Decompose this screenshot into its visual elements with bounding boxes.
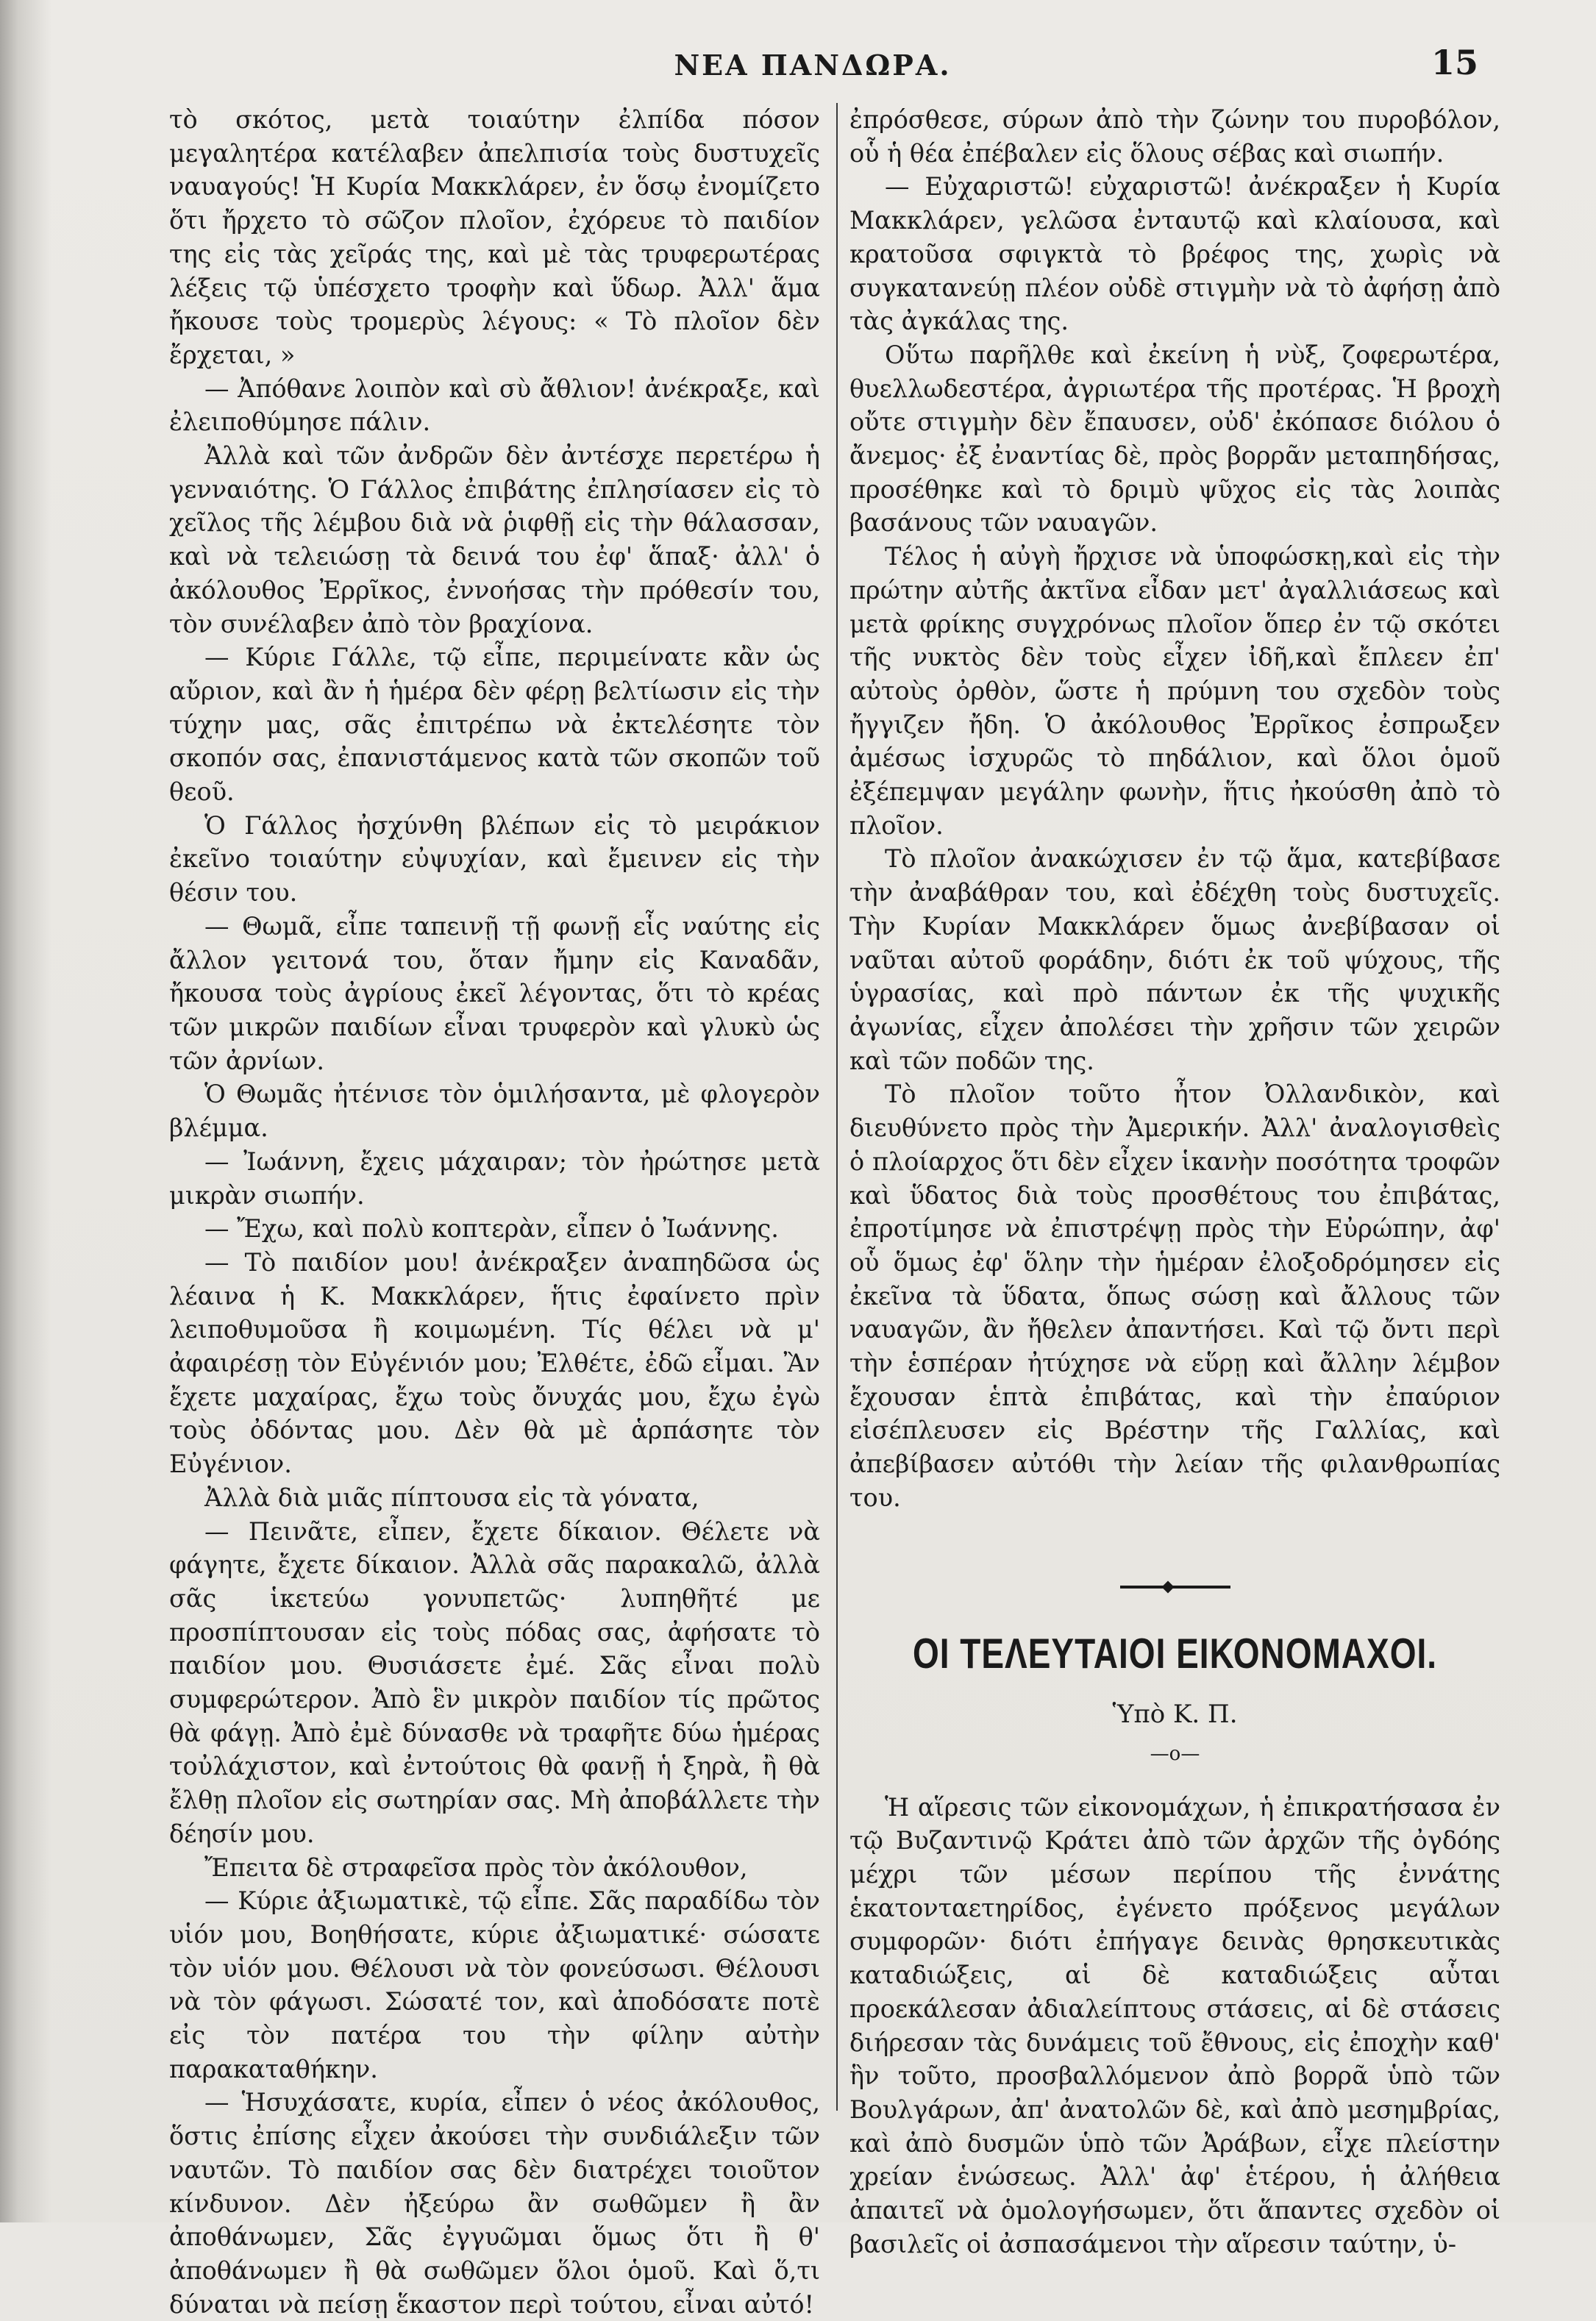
paragraph: — Ἀπόθανε λοιπὸν καὶ σὺ ἄθλιον! ἀνέκραξε, καὶ ἐλειποθύμησε πάλιν. [169,374,820,437]
paragraph: τὸ σκότος, μετὰ τοιαύτην ἐλπίδα πόσον μεγαλητέρα κατέλαβεν ἀπελπισία τοὺς δυστυχεῖς ναυαγούς! Ἡ Κυρία Μακκλάρεν, ἐν ὅσῳ ἐνομίζετο ὅτι ἤρχετο τὸ σῶζον πλοῖον, ἐχόρευε τὸ παιδίον της εἰς τὰς χεῖράς της, καὶ μὲ τὰς τρυφερωτέρας λέξεις τῷ ὑπέσχετο τροφὴν καὶ ὕδωρ. Ἀλλ' ἅμα ἤκουσε τοὺς τρομερὺς λέγους: « Τὸ πλοῖον δὲν ἔρχεται, » [169,105,820,369]
paragraph: Τέλος ἡ αὐγὴ ἤρχισε νὰ ὑποφώσκῃ,καὶ εἰς τὴν πρώτην αὐτῆς ἀκτῖνα εἶδαν μετ' ἀγαλλιάσεως καὶ μετὰ φρίκης συγχρόνως πλοῖον ὅπερ ἐν τῷ σκότει τῆς νυκτὸς δὲν τοὺς εἶχεν ἰδῆ,καὶ ἔπλεεν ἐπ' αὐτοὺς ὀρθὸν, ὥστε ἡ πρύμνη του σχεδὸν τοὺς ἤγγιζεν ἤδη. Ὁ ἀκόλουθος Ἐρρῖκος ἐσπρωξεν ἀμέσως ἰσχυρῶς τὸ πηδάλιον, καὶ ὅλοι ὁμοῦ ἐξέπεμψαν μεγάλην φωνὴν, ἥτις ἠκούσθη ἀπὸ τὸ πλοῖον. [849,542,1500,840]
paragraph: — Ἡσυχάσατε, κυρία, εἶπεν ὁ νέος ἀκόλουθος, ὅστις ἐπίσης εἶχεν ἀκούσει τὴν συνδιάλεξιν τῶν ναυτῶν. Τὸ παιδίον σας δὲν διατρέχει τοιοῦτον κίνδυνον. Δὲν ἠξεύρω ἂν σωθῶμεν ἢ ἂν ἀποθάνωμεν, Σᾶς ἐγγυῶμαι ὅμως ὅτι ἢ θ' ἀποθάνωμεν ἢ θὰ σωθῶμεν ὅλοι ὁμοῦ. Καὶ ὅ,τι δύναται νὰ πείσῃ ἕκαστον περὶ τούτου, εἶναι αὐτό! [169,2088,820,2319]
paragraph: Τὸ πλοῖον τοῦτο ἦτον Ὀλλανδικὸν, καὶ διευθύνετο πρὸς τὴν Ἀμερικήν. Ἀλλ' ἀναλογισθεὶς ὁ πλοίαρχος ὅτι δὲν εἶχεν ἱκανὴν ποσότητα τροφῶν καὶ ὕδατος διὰ τοὺς προσθέτους του ἐπιβάτας, ἐπροτίμησε νὰ ἐπιστρέψῃ πρὸς τὴν Εὐρώπην, ἀφ' οὗ ὅμως ἐφ' ὅλην τὴν ἡμέραν ἐλοξοδρόμησεν εἰς ἐκεῖνα τὰ ὕδατα, ὅπως σώσῃ καὶ ἄλλους τῶν ναυαγῶν, ἂν ἤθελεν ἀπαντήσει. Καὶ τῷ ὄντι περὶ τὴν ἑσπέραν ἠτύχησε νὰ εὕρῃ καὶ ἄλλην λέμβον ἔχουσαν ἑπτὰ ἐπιβάτας, καὶ τὴν ἐπαύριον εἰσέπλευσεν εἰς Βρέστην τῆς Γαλλίας, καὶ ἀπεβίβασεν αὐτόθι τὴν λείαν τῆς φιλανθρωπίας του. [849,1080,1500,1512]
page-number: 15 [1431,43,1478,82]
running-title: ΝΕΑ ΠΑΝΔΩΡΑ. [674,49,952,82]
paragraph: ἐπρόσθεσε, σύρων ἀπὸ τὴν ζώνην του πυροβόλον, οὗ ἡ θέα ἐπέβαλεν εἰς ὅλους σέβας καὶ σιωπήν. [849,105,1500,168]
paragraph: Ὁ Θωμᾶς ἠτένισε τὸν ὁμιλήσαντα, μὲ φλογερὸν βλέμμα. [169,1080,820,1143]
small-divider: —o— [1150,1742,1200,1765]
section-title: ΟΙ ΤΕΛΕΥΤΑΙΟΙ ΕΙΚΟΝΟΜΑΧΟΙ. [912,1628,1438,1677]
paragraph: Οὕτω παρῆλθε καὶ ἐκείνη ἡ νὺξ, ζοφερωτέρα, θυελλωδεστέρα, ἀγριωτέρα τῆς προτέρας. Ἡ βροχὴ οὔτε στιγμὴν δὲν ἔπαυσεν, οὐδ' ἐκόπασε διόλου ὁ ἄνεμος· ἐξ ἐναντίας δὲ, πρὸς βορρᾶν μεταπηδήσας, προσέθηκε καὶ τὸ δριμὺ ψῦχος εἰς τὰς λοιπὰς βασάνους τῶν ναυαγῶν. [849,340,1500,538]
paragraph: — Τὸ παιδίον μου! ἀνέκραξεν ἀναπηδῶσα ὡς λέαινα ἡ Κ. Μακκλάρεν, ἥτις ἐφαίνετο πρὶν λειποθυμοῦσα ἢ κοιμωμένη. Τίς θέλει νὰ μ' ἀφαιρέσῃ τὸν Εὐγένιόν μου; Ἐλθέτε, ἐδῶ εἶμαι. Ἂν ἔχετε μαχαίρας, ἔχω τοὺς ὄνυχάς μου, ἔχω ἐγὼ τοὺς ὀδόντας μου. Δὲν θὰ μὲ ἁρπάσητε τὸν Εὐγένιον. [169,1247,820,1479]
paragraph: Ἔπειτα δὲ στραφεῖσα πρὸς τὸν ἀκόλουθον, [204,1853,748,1882]
paragraph: — Θωμᾶ, εἶπε ταπεινῇ τῇ φωνῇ εἷς ναύτης εἰς ἄλλον γειτονά του, ὅταν ἤμην εἰς Καναδᾶν, ἤκουσα τοὺς ἀγρίους ἐκεῖ λέγοντας, ὅτι τὸ κρέας τῶν μικρῶν παιδίων εἶναι τρυφερὸν καὶ γλυκὺ ὡς τῶν ἀρνίων. [169,911,820,1075]
byline: Ὑπὸ Κ. Π. [1112,1700,1238,1730]
ornamental-divider [849,1578,1500,1593]
paragraph: Ἀλλὰ καὶ τῶν ἀνδρῶν δὲν ἀντέσχε περετέρω ἡ γενναιότης. Ὁ Γάλλος ἐπιβάτης ἐπλησίασεν εἰς τὸ χεῖλος τῆς λέμβου διὰ νὰ ῥιφθῇ εἰς τὴν θάλασσαν, καὶ νὰ τελειώσῃ τὰ δεινά του ἐφ' ἅπαξ· ἀλλ' ὁ ἀκόλουθος Ἐρρῖκος, ἐννοήσας τὴν πρόθεσίν του, τὸν συνέλαβεν ἀπὸ τὸν βραχίονα. [169,441,820,638]
right-column [849,103,1500,2261]
paragraph: Ὁ Γάλλος ἠσχύνθη βλέπων εἰς τὸ μειράκιον ἐκεῖνο τοιαύτην εὐψυχίαν, καὶ ἔμεινεν εἰς τὴν θέσιν του. [169,810,820,908]
paragraph: Τὸ πλοῖον ἀνακώχισεν ἐν τῷ ἅμα, κατεβίβασε τὴν ἀναβάθραν του, καὶ ἐδέχθη τοὺς δυστυχεῖς. Τὴν Κυρίαν Μακκλάρεν ὅμως ἀνεβίβασαν οἱ ναῦται αὐτοῦ φοράδην, διότι ἐκ τοῦ ψύχους, τῆς ὑγρασίας, καὶ πρὸ πάντων ἐκ τῆς ψυχικῆς ἀγωνίας, εἶχεν ἀπολέσει τὴν χρῆσιν τῶν χειρῶν καὶ τῶν ποδῶν της. [849,844,1500,1075]
column-divider [836,103,838,2111]
paragraph: — Ἔχω, καὶ πολὺ κοπτερὰν, εἶπεν ὁ Ἰωάννης. [204,1214,779,1244]
paragraph: — Εὐχαριστῶ! εὐχαριστῶ! ἀνέκραξεν ἡ Κυρία Μακκλάρεν, γελῶσα ἐνταυτῷ καὶ κλαίουσα, καὶ κρατοῦσα σφιγκτὰ τὸ βρέφος της, χωρὶς νὰ συγκατανεύῃ πλέον οὐδὲ στιγμὴν νὰ τὸ ἀφήσῃ ἀπὸ τὰς ἀγκάλας της. [849,172,1500,336]
article-paragraph: Ἡ αἵρεσις τῶν εἰκονομάχων, ἡ ἐπικρατήσασα ἐν τῷ Βυζαντινῷ Κράτει ἀπὸ τῶν ἀρχῶν τῆς ὀγδόης μέχρι τῶν μέσων περίπου τῆς ἐννάτης ἑκατονταετηρίδος, ἐγένετο πρόξενος μεγάλων συμφορῶν· διότι ἐπήγαγε δεινὰς θρησκευτικὰς καταδιώξεις, αἱ δὲ καταδιώξεις αὗται προεκάλεσαν ἀδιαλείπτους στάσεις, αἱ δὲ στάσεις διήρεσαν τὰς δυνάμεις τοῦ ἔθνους, εἰς ἐποχὴν καθ' ἣν τοῦτο, προσβαλλόμενον ἀπὸ βορρᾶ ὑπὸ τῶν Βουλγάρων, ἀπ' ἀνατολῶν δὲ, καὶ ἀπὸ μεσημβρίας, καὶ ἀπὸ δυσμῶν ὑπὸ τῶν Ἀράβων, εἶχε πλείστην χρείαν ἑνώσεως. Ἀλλ' ἀφ' ἑτέρου, ἡ ἀλήθεια ἀπαιτεῖ νὰ ὁμολογήσωμεν, ὅτι ἅπαντες σχεδὸν οἱ βασιλεῖς οἱ ἀσπασάμενοι τὴν αἵρεσιν ταύτην, ὑ- [849,1792,1500,2258]
paragraph: Ἀλλὰ διὰ μιᾶς πίπτουσα εἰς τὰ γόνατα, [204,1483,699,1512]
paragraph: — Πεινᾶτε, εἶπεν, ἔχετε δίκαιον. Θέλετε νὰ φάγητε, ἔχετε δίκαιον. Ἀλλὰ σᾶς παρακαλῶ, ἀλλὰ σᾶς ἱκετεύω γονυπετῶς· λυπηθῆτέ με προσπίπτουσαν εἰς τοὺς πόδας σας, ἀφήσατε τὸ παιδίον μου. Θυσιάσετε ἐμέ. Σᾶς εἶναι πολὺ συμφερώτερον. Ἀπὸ ἓν μικρὸν παιδίον τίς πρῶτος θὰ φάγῃ. Ἀπὸ ἐμὲ δύνασθε νὰ τραφῆτε δύω ἡμέρας τοὐλάχιστον, καὶ ἐντούτοις θὰ φανῇ ἡ ξηρὰ, ἢ θὰ ἔλθῃ πλοῖον εἰς σωτηρίαν σας. Μὴ ἀποβάλλετε τὴν δέησίν μου. [169,1516,820,1848]
paragraph: — Ἰωάννη, ἔχεις μάχαιραν; τὸν ἠρώτησε μετὰ μικρὰν σιωπήν. [169,1147,820,1210]
left-column [169,103,820,2321]
page-header [147,43,1478,94]
paragraph: — Κύριε Γάλλε, τῷ εἶπε, περιμείνατε κἂν ὡς αὔριον, καὶ ἂν ἡ ἡμέρα δὲν φέρῃ βελτίωσιν εἰς τὴν τύχην μας, σᾶς ἐπιτρέπω νὰ ἐκτελέσητε τὸν σκοπόν σας, ἐπανιστάμενος κατὰ τῶν σκοπῶν τοῦ θεοῦ. [169,643,820,807]
paragraph: — Κύριε ἀξιωματικὲ, τῷ εἶπε. Σᾶς παραδίδω τὸν υἱόν μου, Βοηθήσατε, κύριε ἀξιωματικέ· σώσατε τὸν υἱόν μου. Θέλουσι νὰ τὸν φονεύσωσι. Θέλουσι νὰ τὸν φάγωσι. Σώσατέ τον, καὶ ἀποδόσατε ποτὲ εἰς τὸν πατέρα του τὴν φίλην αὐτὴν παρακαταθήκην. [169,1886,820,2083]
